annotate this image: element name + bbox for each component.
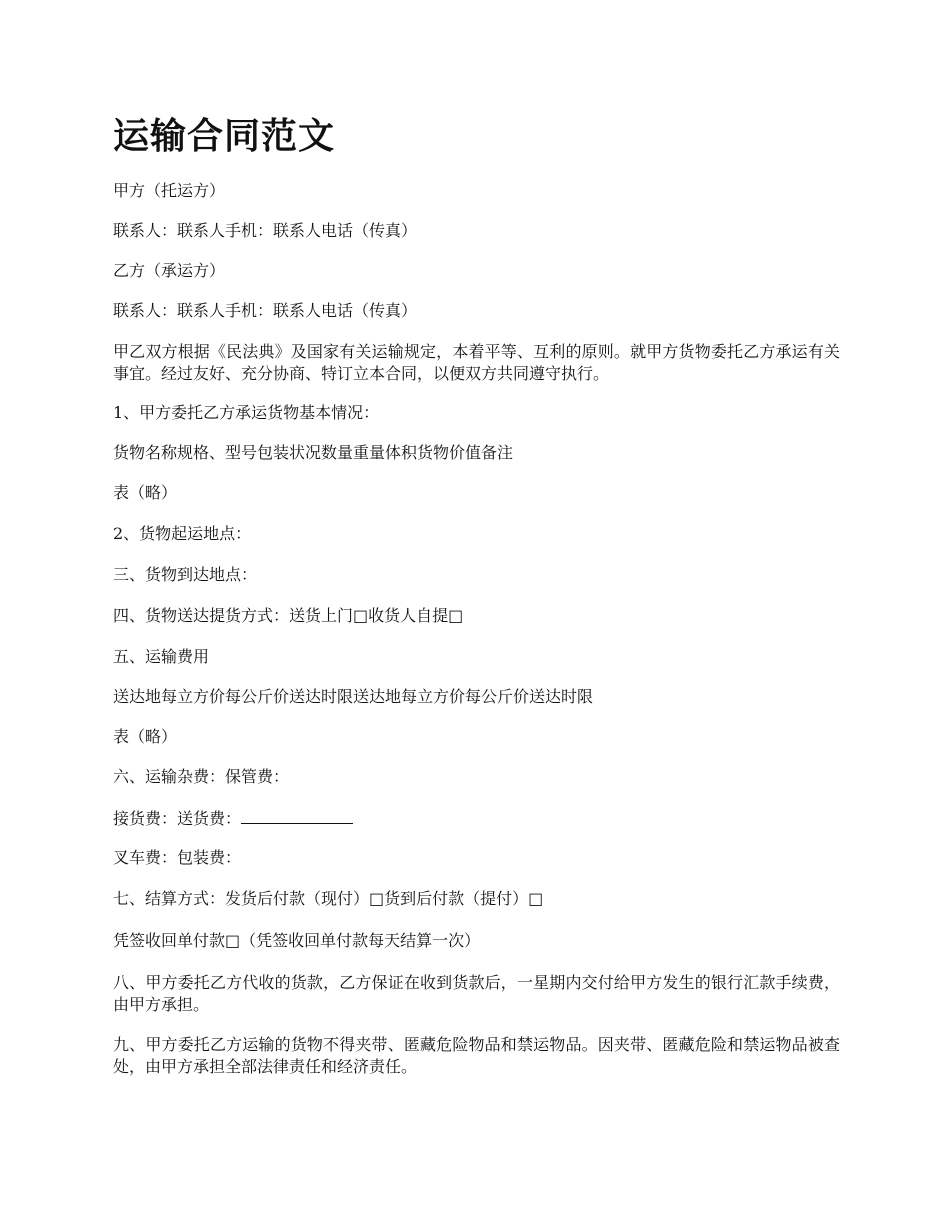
forklift-packing-fees: 叉车费：包装费： — [113, 848, 242, 867]
clause-1-heading: 1、甲方委托乙方承运货物基本情况： — [113, 403, 380, 422]
party-b-heading: 乙方（承运方） — [113, 261, 226, 280]
clause-5-freight-heading: 五、运输费用 — [113, 647, 210, 666]
goods-table-omitted: 表（略） — [113, 483, 178, 502]
document-title: 运输合同范文 — [113, 115, 336, 157]
clause-6-misc-fees: 六、运输杂费：保管费： — [113, 767, 290, 786]
party-a-heading: 甲方（托运方） — [113, 181, 226, 200]
signed-receipt-payment: 凭签收回单付款□（凭签收回单付款每天结算一次） — [113, 931, 481, 950]
clause-9-prohibited-goods: 九、甲方委托乙方运输的货物不得夹带、匿藏危险物品和禁运物品。因夹带、匿藏危险和禁运物品被查处，由甲方承担全部法律责任和经济责任。 — [113, 1035, 840, 1076]
pickup-delivery-fees-line — [113, 806, 353, 830]
fill-in-blank-line — [241, 806, 353, 824]
goods-table-headers: 货物名称规格、型号包装状况数量重量体积货物价值备注 — [113, 443, 514, 462]
freight-table-headers: 送达地每立方价每公斤价送达时限送达地每立方价每公斤价送达时限 — [113, 687, 594, 706]
clause-3-destination: 三、货物到达地点： — [113, 565, 258, 584]
party-a-contacts: 联系人：联系人手机：联系人电话（传真） — [113, 221, 418, 240]
freight-table-omitted: 表（略） — [113, 727, 178, 746]
pickup-delivery-fees-label: 接货费：送货费： — [113, 809, 242, 828]
clause-7-settlement: 七、结算方式：发货后付款（现付）□货到后付款（提付）□ — [113, 889, 544, 908]
clause-4-delivery-method: 四、货物送达提货方式：送货上门□收货人自提□ — [113, 606, 464, 625]
clause-8-collection: 八、甲方委托乙方代收的货款，乙方保证在收到货款后，一星期内交付给甲方发生的银行汇款手续费，由甲方承担。 — [113, 973, 840, 1014]
party-b-contacts: 联系人：联系人手机：联系人电话（传真） — [113, 301, 418, 320]
preamble-paragraph: 甲乙双方根据《民法典》及国家有关运输规定，本着平等、互利的原则。就甲方货物委托乙方承运有关事宜。经过友好、充分协商、特订立本合同，以便双方共同遵守执行。 — [113, 342, 840, 383]
clause-2-origin: 2、货物起运地点： — [113, 524, 252, 543]
